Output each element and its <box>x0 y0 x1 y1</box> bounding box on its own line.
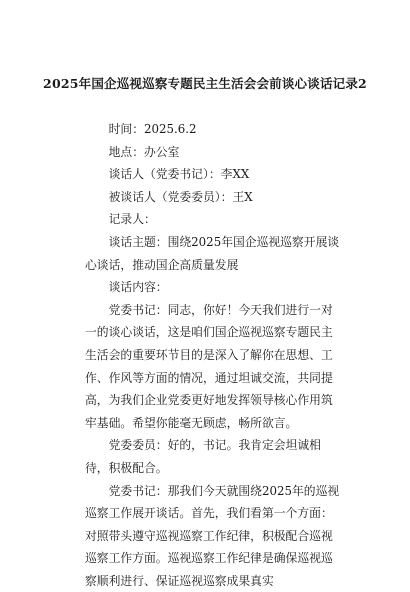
dialogue-paragraph: 党委书记：那我们今天就围绕2025年的巡视巡察工作展开谈话。首先，我们看第一个方面：对照带头遵守巡视巡察工作纪律，积极配合巡视巡察工作方面。巡视巡察工作纪律是确保巡视巡察顺利进行、保证巡视巡察成果真实 <box>85 480 343 592</box>
meta-interviewee: 被谈话人（党委委员）：王X <box>85 186 343 209</box>
topic-paragraph: 谈话主题：围绕2025年国企巡视巡察开展谈心谈话，推动国企高质量发展 <box>85 231 343 276</box>
dialogue-paragraph: 党委书记：同志，你好！今天我们进行一对一的谈心谈话，这是咱们国企巡视巡察专题民主生活会的重要环节目的是深入了解你在思想、工作、作风等方面的情况，通过坦诚交流，共同提高，为我们企业党委更好地发挥领导核心作用筑牢基础。希望你能毫无顾虑，畅所欲言。 <box>85 299 343 435</box>
content-label: 谈话内容： <box>85 276 343 299</box>
meta-interviewer: 谈话人（党委书记）：李XX <box>85 163 343 186</box>
meta-place: 地点：办公室 <box>85 141 343 164</box>
meta-time: 时间：2025.6.2 <box>85 118 343 141</box>
document-body <box>85 118 343 592</box>
document-title: 2025年国企巡视巡察专题民主生活会会前谈心谈话记录2 <box>0 74 410 92</box>
meta-recorder: 记录人： <box>85 208 343 231</box>
dialogue-paragraph: 党委委员：好的，书记。我肯定会坦诚相待，积极配合。 <box>85 434 343 479</box>
